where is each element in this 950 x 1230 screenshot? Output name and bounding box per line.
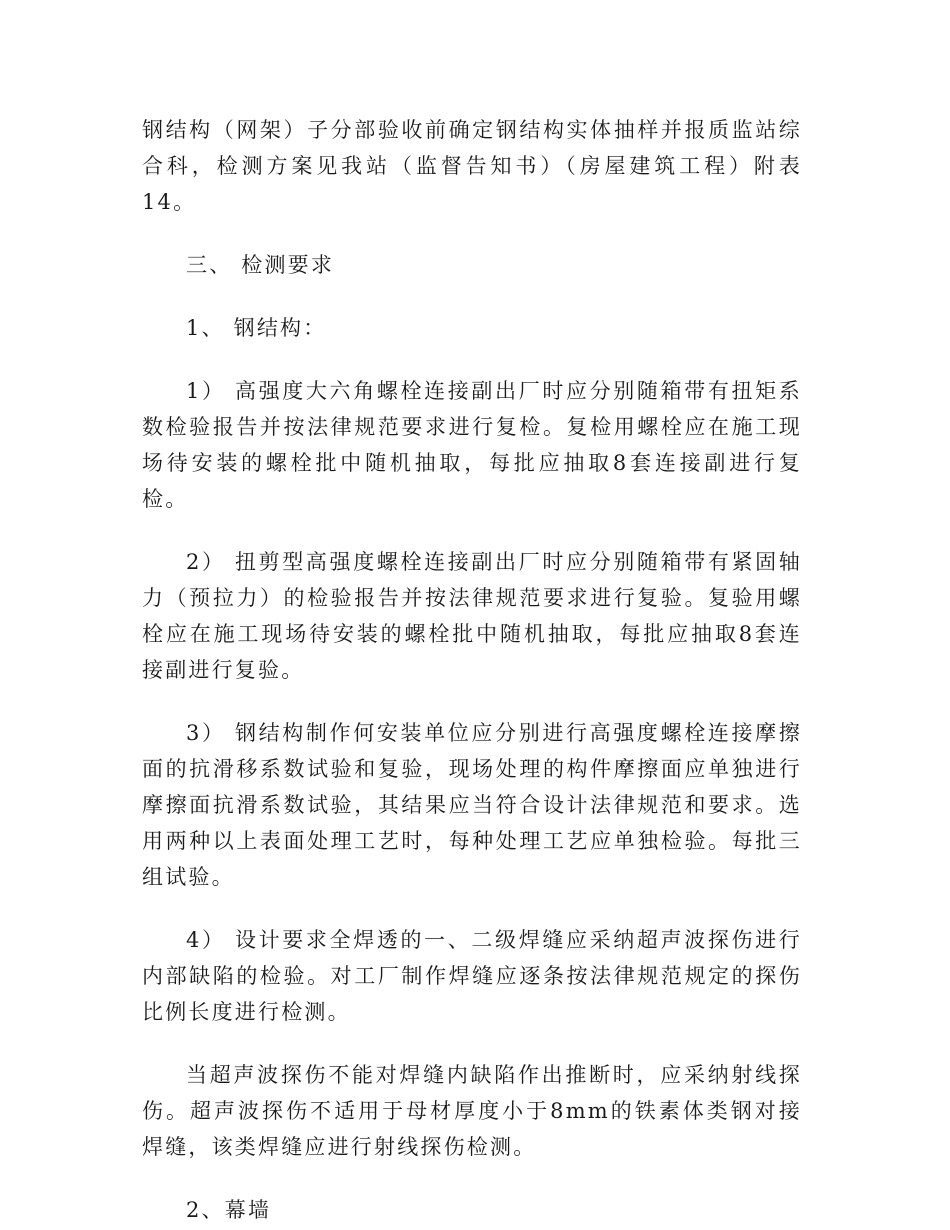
subsection-heading-curtain-wall: 2、幕墙 — [186, 1198, 272, 1222]
paragraph-item-1: 1） 高强度大六角螺栓连接副出厂时应分别随箱带有扭矩系数检验报告并按法律规范要求进行复检。复检用螺栓应在施工现场待安装的螺栓批中随机抽取，每批应抽取8套连接副进行复检。 — [142, 379, 802, 511]
paragraph-radiographic-note: 当超声波探伤不能对焊缝内缺陷作出推断时，应采纳射线探伤。超声波探伤不适用于母材厚度小于8mm的铁素体类钢对接焊缝，该类焊缝应进行射线探伤检测。 — [142, 1063, 802, 1159]
paragraph-item-2: 2） 扭剪型高强度螺栓连接副出厂时应分别随箱带有紧固轴力（预拉力）的检验报告并按法律规范要求进行复验。复验用螺栓应在施工现场待安装的螺栓批中随机抽取，每批应抽取8套连接副进行复验。 — [142, 550, 802, 682]
paragraph-item-4: 4） 设计要求全焊透的一、二级焊缝应采纳超声波探伤进行内部缺陷的检验。对工厂制作焊缝应逐条按法律规范规定的探伤比例长度进行检测。 — [142, 928, 802, 1024]
section-heading-testing-requirements: 三、 检测要求 — [186, 253, 335, 277]
subsection-heading-steel-structure: 1、 钢结构： — [186, 316, 327, 340]
paragraph-sampling-intro: 钢结构（网架）子分部验收前确定钢结构实体抽样并报质监站综合科，检测方案见我站（监督告知书）（房屋建筑工程）附表14。 — [142, 118, 802, 214]
paragraph-item-3: 3） 钢结构制作何安装单位应分别进行高强度螺栓连接摩擦面的抗滑移系数试验和复验，现场处理的构件摩擦面应单独进行摩擦面抗滑系数试验，其结果应当符合设计法律规范和要求。选用两种以上表面处理工艺时，每种处理工艺应单独检验。每批三组试验。 — [142, 721, 802, 889]
document-body — [142, 112, 802, 1228]
